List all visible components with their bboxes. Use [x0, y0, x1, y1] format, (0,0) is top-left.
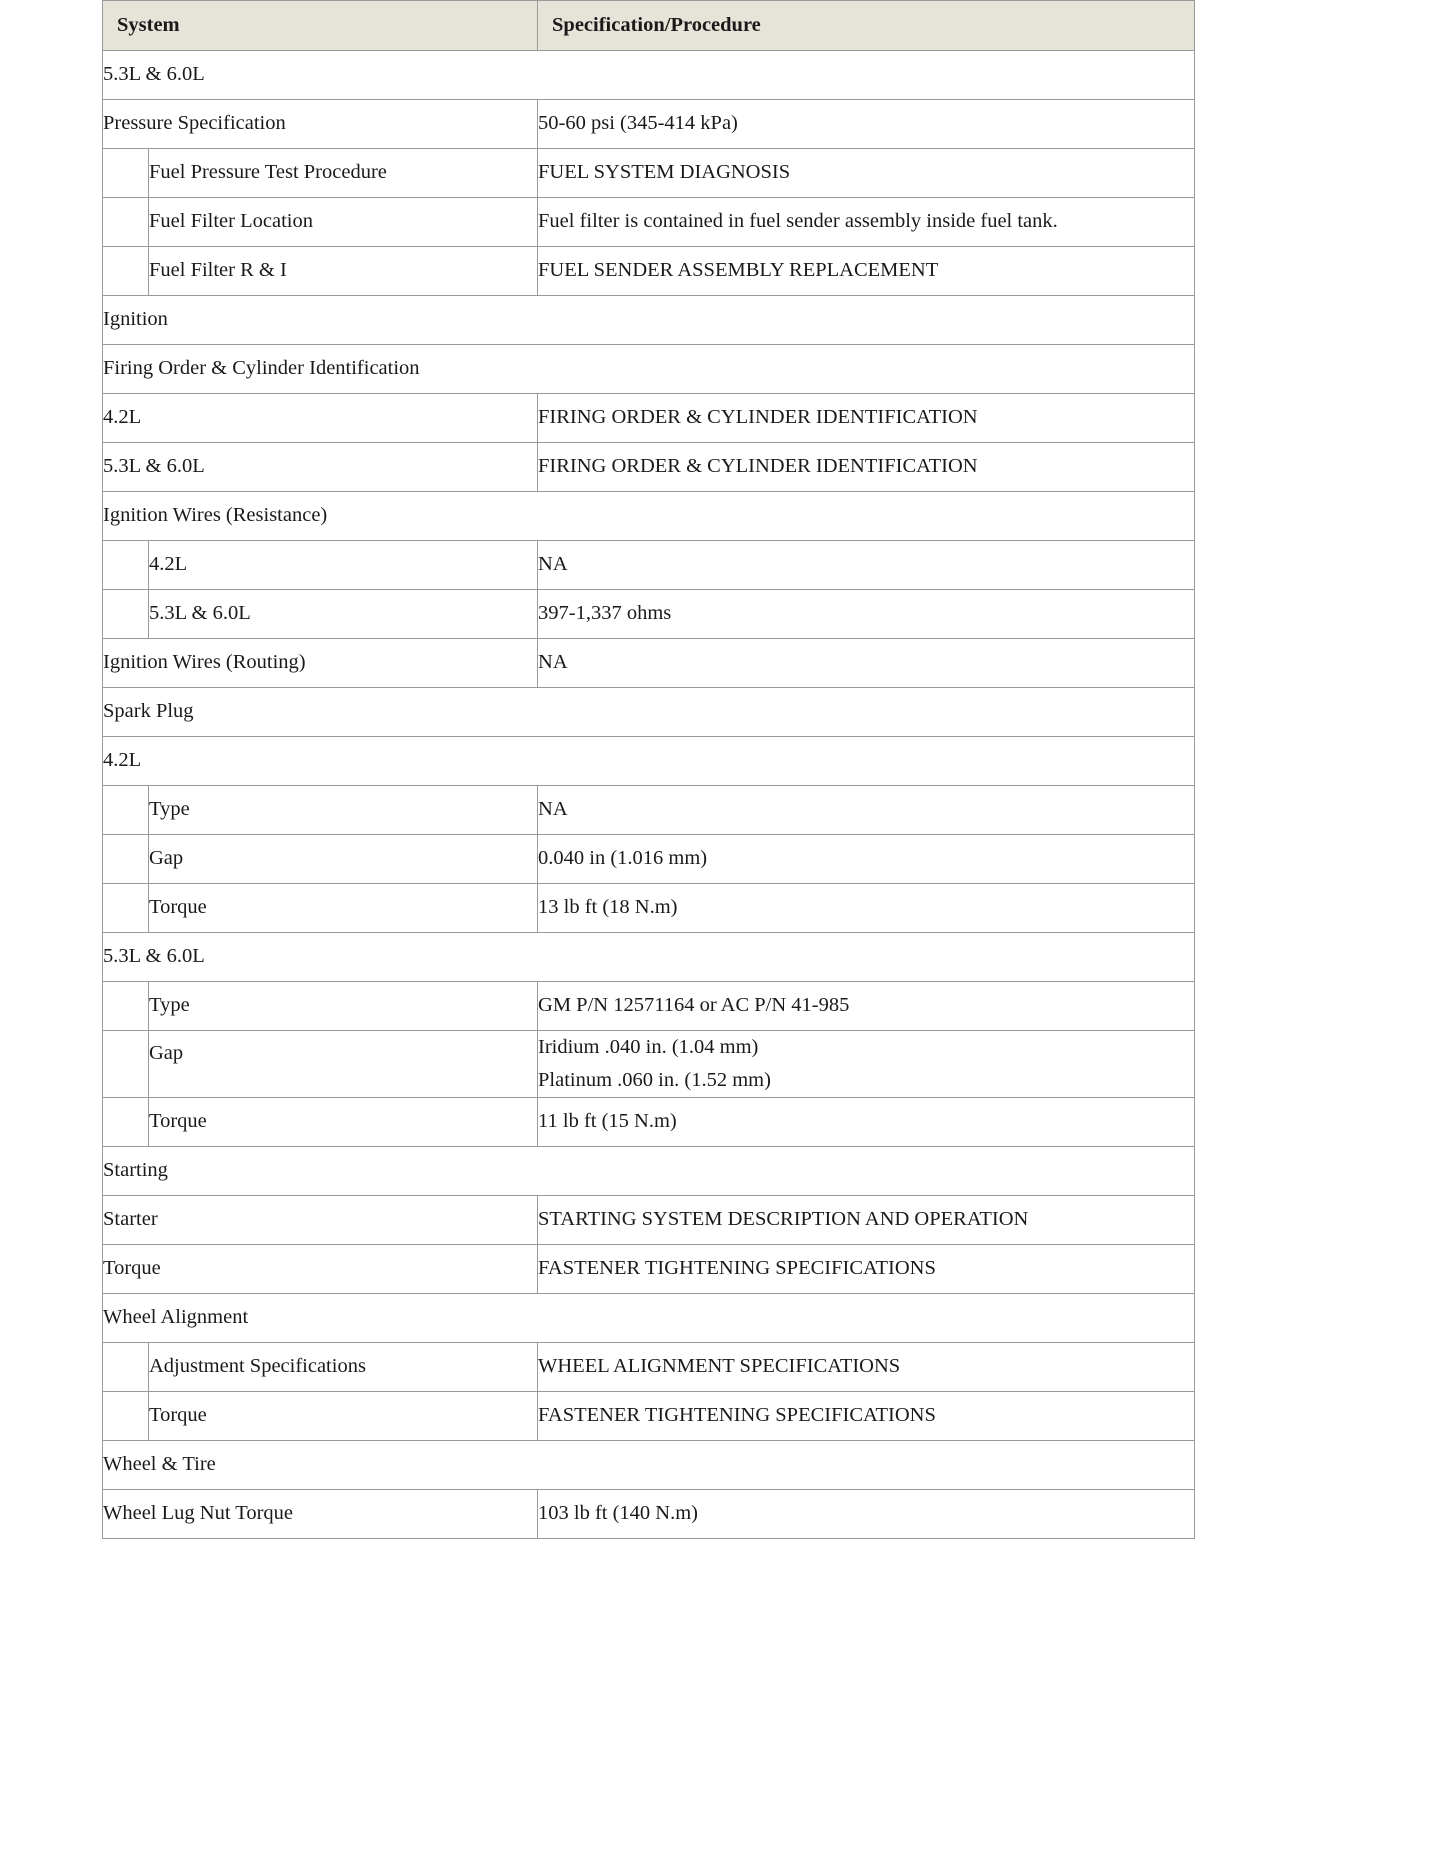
table-row — [103, 1147, 1195, 1196]
table-row — [103, 835, 1195, 884]
row-label: Fuel Filter Location — [149, 198, 538, 247]
row-value: STARTING SYSTEM DESCRIPTION AND OPERATION — [538, 1196, 1195, 1245]
indent-cell — [103, 835, 149, 884]
row-value-line: Platinum .060 in. (1.52 mm) — [538, 1069, 771, 1091]
table-row — [103, 1392, 1195, 1441]
table-row — [103, 1245, 1195, 1294]
row-label: Pressure Specification — [103, 100, 538, 149]
row-value — [538, 1031, 1195, 1098]
table-row — [103, 786, 1195, 835]
row-value: FUEL SENDER ASSEMBLY REPLACEMENT — [538, 247, 1195, 296]
table-row — [103, 1031, 1195, 1098]
table-row — [103, 933, 1195, 982]
row-label: Fuel Filter R & I — [149, 247, 538, 296]
table-row — [103, 345, 1195, 394]
header-specification: Specification/Procedure — [538, 1, 1195, 51]
section-label: Wheel & Tire — [103, 1441, 1195, 1490]
subsection-label: 4.2L — [103, 737, 1195, 786]
row-label: Torque — [103, 1245, 538, 1294]
section-label: Starting — [103, 1147, 1195, 1196]
table-row — [103, 149, 1195, 198]
row-value: 11 lb ft (15 N.m) — [538, 1098, 1195, 1147]
table-row — [103, 198, 1195, 247]
table-row — [103, 1294, 1195, 1343]
table-row — [103, 100, 1195, 149]
table-header-row — [103, 1, 1195, 51]
row-value: WHEEL ALIGNMENT SPECIFICATIONS — [538, 1343, 1195, 1392]
indent-cell — [103, 1392, 149, 1441]
table-row — [103, 443, 1195, 492]
indent-cell — [103, 541, 149, 590]
subsection-label: 5.3L & 6.0L — [103, 933, 1195, 982]
indent-cell — [103, 1098, 149, 1147]
indent-cell — [103, 198, 149, 247]
row-value: GM P/N 12571164 or AC P/N 41-985 — [538, 982, 1195, 1031]
table-row — [103, 51, 1195, 100]
table-row — [103, 296, 1195, 345]
row-label: Type — [149, 786, 538, 835]
table-row — [103, 590, 1195, 639]
table-row — [103, 1098, 1195, 1147]
row-label: Adjustment Specifications — [149, 1343, 538, 1392]
subsection-label: Ignition Wires (Resistance) — [103, 492, 1195, 541]
table-row — [103, 1441, 1195, 1490]
row-label: Torque — [149, 884, 538, 933]
row-label — [149, 1031, 538, 1098]
row-value-line: Iridium .040 in. (1.04 mm) — [538, 1036, 759, 1058]
table-row — [103, 541, 1195, 590]
indent-cell — [103, 149, 149, 198]
section-label: Wheel Alignment — [103, 1294, 1195, 1343]
row-value: 13 lb ft (18 N.m) — [538, 884, 1195, 933]
row-label: Fuel Pressure Test Procedure — [149, 149, 538, 198]
row-value: 0.040 in (1.016 mm) — [538, 835, 1195, 884]
table-row — [103, 394, 1195, 443]
row-value: Fuel filter is contained in fuel sender assembly inside fuel tank. — [538, 198, 1195, 247]
row-value: NA — [538, 639, 1195, 688]
indent-cell — [103, 786, 149, 835]
indent-cell — [103, 1343, 149, 1392]
row-value: FASTENER TIGHTENING SPECIFICATIONS — [538, 1245, 1195, 1294]
row-value: NA — [538, 786, 1195, 835]
row-label: 4.2L — [149, 541, 538, 590]
table-row — [103, 1490, 1195, 1539]
table-row — [103, 1196, 1195, 1245]
table-row — [103, 884, 1195, 933]
specification-table — [102, 0, 1195, 1539]
indent-cell — [103, 590, 149, 639]
row-label: 5.3L & 6.0L — [103, 443, 538, 492]
table-row — [103, 688, 1195, 737]
table-row — [103, 247, 1195, 296]
row-label: 4.2L — [103, 394, 538, 443]
indent-cell — [103, 982, 149, 1031]
indent-cell — [103, 884, 149, 933]
table-row — [103, 982, 1195, 1031]
row-label: Starter — [103, 1196, 538, 1245]
table-row — [103, 1343, 1195, 1392]
row-label: Type — [149, 982, 538, 1031]
row-value: FASTENER TIGHTENING SPECIFICATIONS — [538, 1392, 1195, 1441]
table-row — [103, 737, 1195, 786]
subsection-label: 5.3L & 6.0L — [103, 51, 1195, 100]
row-value: NA — [538, 541, 1195, 590]
table-row — [103, 492, 1195, 541]
row-value: FIRING ORDER & CYLINDER IDENTIFICATION — [538, 443, 1195, 492]
section-label: Ignition — [103, 296, 1195, 345]
row-value: 397-1,337 ohms — [538, 590, 1195, 639]
row-label: Wheel Lug Nut Torque — [103, 1490, 538, 1539]
table-row — [103, 639, 1195, 688]
row-value: 50-60 psi (345-414 kPa) — [538, 100, 1195, 149]
row-value: FUEL SYSTEM DIAGNOSIS — [538, 149, 1195, 198]
row-label: Torque — [149, 1098, 538, 1147]
row-label: Ignition Wires (Routing) — [103, 639, 538, 688]
row-value: 103 lb ft (140 N.m) — [538, 1490, 1195, 1539]
row-label: Torque — [149, 1392, 538, 1441]
indent-cell — [103, 247, 149, 296]
row-label-text: Gap — [149, 1042, 184, 1064]
header-system: System — [103, 1, 538, 51]
row-label: 5.3L & 6.0L — [149, 590, 538, 639]
section-label: Spark Plug — [103, 688, 1195, 737]
subsection-label: Firing Order & Cylinder Identification — [103, 345, 1195, 394]
indent-cell — [103, 1031, 149, 1098]
row-label: Gap — [149, 835, 538, 884]
row-value: FIRING ORDER & CYLINDER IDENTIFICATION — [538, 394, 1195, 443]
